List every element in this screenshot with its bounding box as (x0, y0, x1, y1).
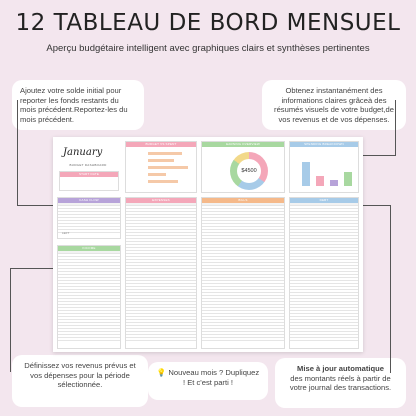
donut-value: $4500 (237, 159, 261, 183)
bar (148, 159, 174, 162)
panel-header: START DATE (60, 172, 118, 177)
panel-expenses (125, 197, 197, 349)
panel-header: SPENDING BREAKDOWN (290, 142, 358, 147)
panel-header: BILLS (202, 198, 284, 203)
panel-header: EXPENSES (126, 198, 196, 203)
panel-budget-vs-spent (125, 141, 197, 193)
lightbulb-icon: 💡 (156, 368, 167, 377)
page-title: 12 TABLEAU DE BORD MENSUEL (15, 10, 401, 36)
panel-debt (289, 197, 359, 349)
panel-header: BUDGET VS SPENT (126, 142, 196, 147)
dashboard-sheet (53, 137, 363, 352)
callout-visual-summaries: Obtenez instantanément des informations claires grâceà des résumés visuels de votre budget,de vos revenus et de vos dépenses. (262, 80, 406, 130)
panel-spending-breakdown (289, 141, 359, 193)
connector-line (17, 100, 18, 205)
month-title: January (63, 147, 103, 158)
callout-auto-update (275, 358, 406, 408)
column (344, 172, 352, 186)
left-label: LEFT (62, 231, 70, 235)
panel-bills (201, 197, 285, 349)
connector-line (360, 155, 396, 156)
panel-header: INCOME (58, 246, 120, 251)
connector-line (10, 268, 11, 372)
panel-earning-overview (201, 141, 285, 193)
column (330, 180, 338, 186)
column (316, 176, 324, 186)
panel-header: CASH FLOW (58, 198, 120, 203)
bar (148, 180, 178, 183)
callout-auto-update-title: Mise à jour automatique (297, 364, 384, 373)
bar (148, 173, 166, 176)
panel-cash-flow (57, 197, 121, 239)
connector-line (360, 205, 391, 206)
panel-header: EARNING OVERVIEW (202, 142, 284, 147)
callout-opening-balance: Ajoutez votre solde initial pour reporter les fonds restants du mois précédent.Reportez-les du mois précédent. (12, 80, 144, 130)
connector-line (395, 100, 396, 155)
donut-chart (230, 152, 268, 190)
callout-auto-update-text: des montants réels à partir de votre journal des transactions. (289, 373, 392, 393)
column (302, 162, 310, 186)
callout-planned-income: Définissez vos revenus prévus et vos dépenses pour la période sélectionnée. (12, 355, 148, 407)
panel-income (57, 245, 121, 349)
panel-header: DEBT (290, 198, 358, 203)
page-subtitle: Aperçu budgétaire intelligent avec graphiques clairs et synthèses pertinentes (46, 43, 370, 54)
callout-duplicate-month (148, 362, 268, 400)
bar (148, 152, 182, 155)
bar (148, 166, 188, 169)
dashboard-subheader: BUDGET DASHBOARD (69, 163, 107, 167)
connector-line (390, 205, 391, 373)
panel-start-date (59, 171, 119, 191)
callout-duplicate-text: Nouveau mois ? Dupliquez ! Et c'est parti ! (168, 368, 260, 387)
